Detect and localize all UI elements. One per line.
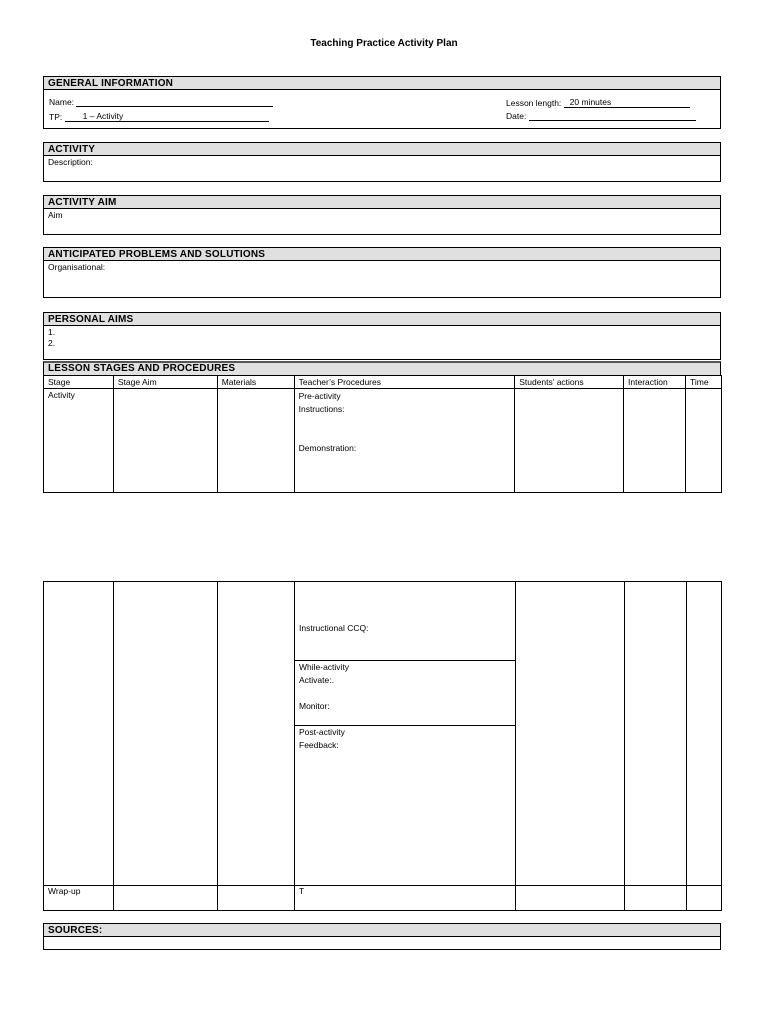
wrap-up-procedure: T (299, 886, 305, 896)
demonstration-label: Demonstration: (298, 443, 357, 453)
col-interaction: Interaction (624, 376, 686, 389)
sources-heading: SOURCES: (44, 924, 720, 937)
row-activity-stage-aim[interactable] (113, 389, 217, 493)
personal-aims-heading: PERSONAL AIMS (44, 313, 720, 326)
col-time: Time (685, 376, 721, 389)
activate-label: Activate:. (299, 675, 334, 685)
activity-section (43, 142, 721, 182)
anticipated-problems-heading: ANTICIPATED PROBLEMS AND SOLUTIONS (44, 248, 720, 261)
lesson-stages-table-top (43, 375, 722, 493)
name-line (76, 97, 273, 107)
lesson-stages-table-continued (43, 581, 722, 911)
tp-field[interactable] (49, 111, 269, 122)
personal-aims-section (43, 312, 721, 360)
col-students-actions: Students’ actions (515, 376, 624, 389)
anticipated-problems-section (43, 247, 721, 298)
date-line (529, 111, 696, 121)
instructions-label: Instructions: (298, 404, 345, 414)
personal-aim-1: 1. (48, 327, 56, 337)
general-information-heading: GENERAL INFORMATION (44, 77, 720, 90)
instructional-ccq-label: Instructional CCQ: (299, 623, 369, 633)
activity-description-label: Description: (48, 157, 93, 167)
feedback-label: Feedback: (299, 740, 339, 750)
lesson-stages-heading: LESSON STAGES AND PROCEDURES (44, 363, 720, 375)
row-activity-students-actions[interactable] (515, 389, 624, 493)
wrap-up-stage: Wrap-up (48, 886, 81, 896)
while-activity-block (299, 661, 349, 713)
post-activity-label: Post-activity (299, 727, 345, 737)
row-activity-time[interactable] (685, 389, 721, 493)
name-label: Name: (49, 97, 75, 107)
name-field[interactable] (49, 97, 273, 107)
lesson-length-value: 20 minutes (564, 97, 690, 108)
col-stage-aim: Stage Aim (113, 376, 217, 389)
row-activity-procedures[interactable] (294, 389, 515, 493)
row-activity-interaction[interactable] (624, 389, 686, 493)
col-teacher-procedures: Teacher’s Procedures (294, 376, 515, 389)
lesson-stages-heading-box (43, 361, 721, 375)
general-information-section (43, 76, 721, 129)
lesson-length-field[interactable] (506, 97, 690, 108)
row-activity-materials[interactable] (217, 389, 294, 493)
activity-aim-heading: ACTIVITY AIM (44, 196, 720, 209)
monitor-label: Monitor: (299, 701, 330, 711)
personal-aim-2: 2. (48, 338, 56, 348)
activity-aim-section (43, 195, 721, 235)
tp-value: 1 – Activity (65, 111, 269, 122)
col-stage: Stage (44, 376, 114, 389)
pre-activity-label: Pre-activity (298, 391, 341, 401)
sources-section (43, 923, 721, 950)
while-activity-label: While-activity (299, 662, 350, 672)
activity-aim-label: Aim (48, 210, 63, 220)
col-materials: Materials (217, 376, 294, 389)
date-field[interactable] (506, 111, 696, 121)
tp-label: TP: (49, 112, 63, 122)
date-label: Date: (506, 111, 527, 121)
page-title: Teaching Practice Activity Plan (310, 38, 458, 49)
row-activity-stage: Activity (44, 389, 114, 493)
post-activity-block (299, 726, 345, 752)
organisational-label: Organisational: (48, 262, 106, 272)
activity-heading: ACTIVITY (44, 143, 720, 156)
lesson-length-label: Lesson length: (506, 98, 562, 108)
